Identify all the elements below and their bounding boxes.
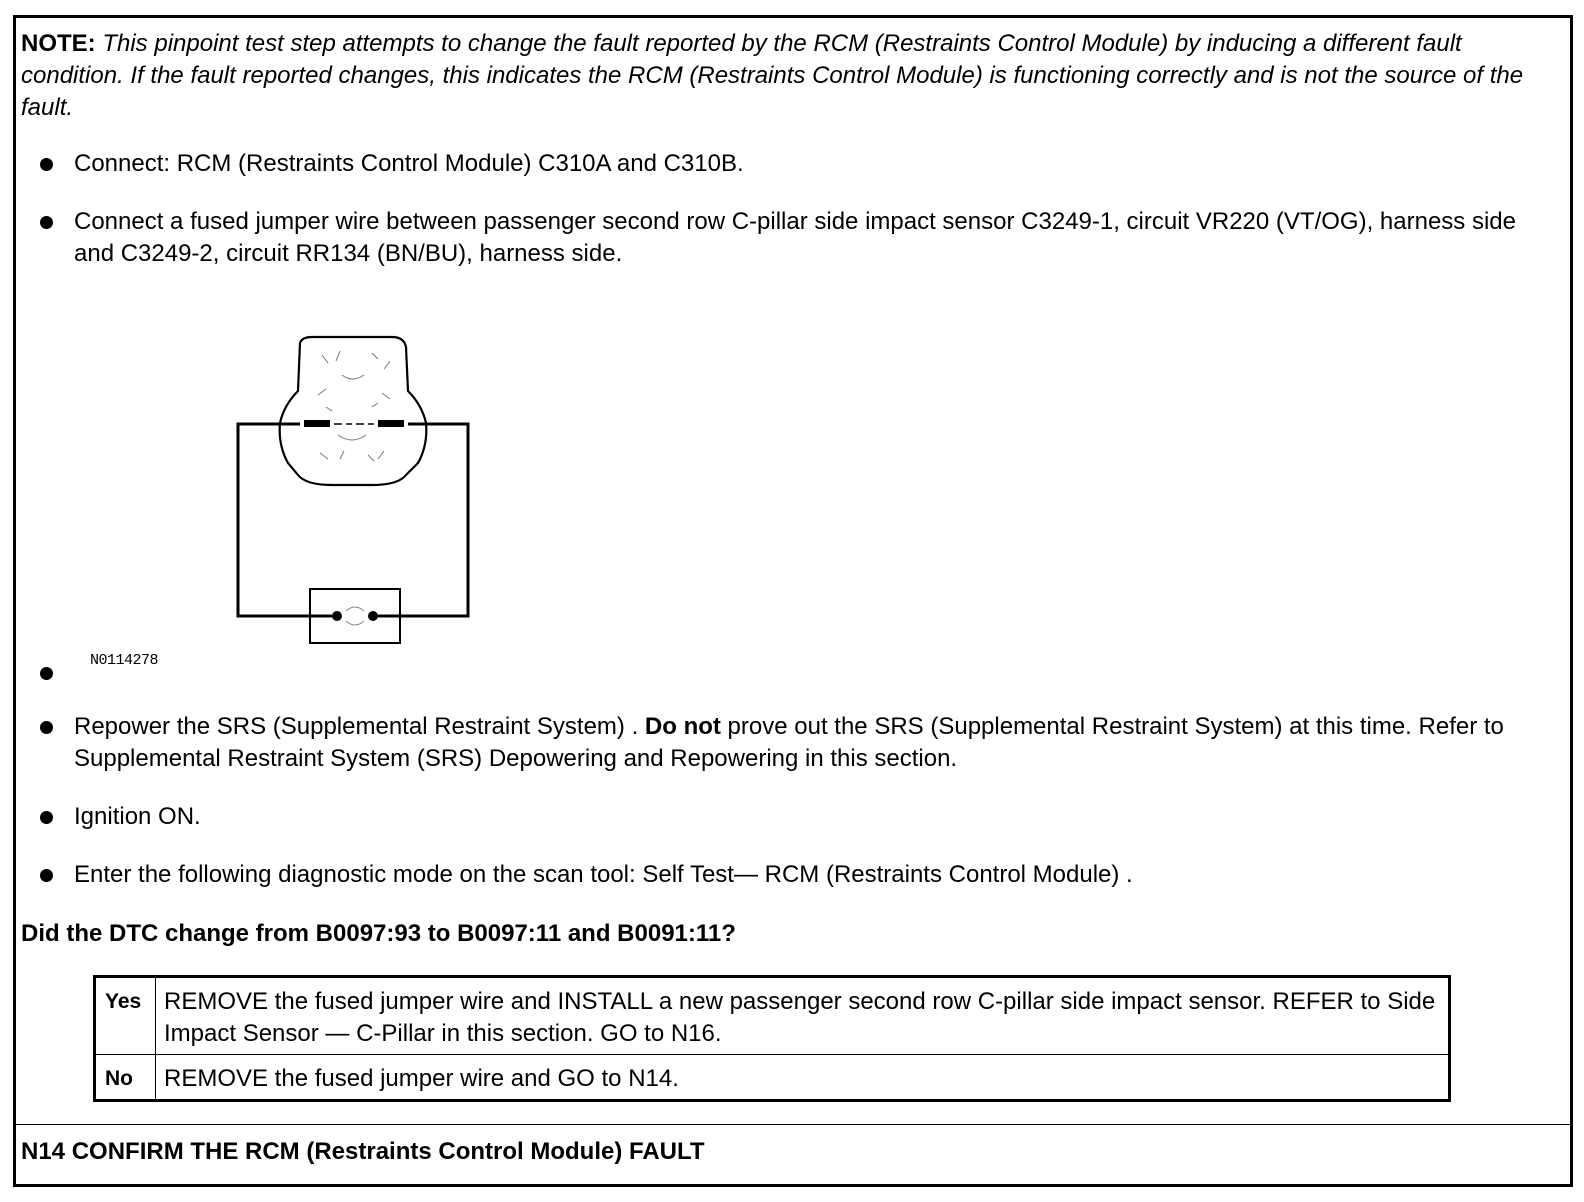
answer-text-no: REMOVE the fused jumper wire and GO to N14. [156,1055,1450,1101]
step-text-part: Repower the SRS (Supplemental Restraint System) . [74,713,645,740]
bullet-icon [40,869,53,882]
figure-code: N0114278 [90,652,159,669]
step-text-bold: Do not [644,713,721,740]
table-row [95,977,1450,1055]
step-text-part: prove out the SRS (Supplemental Restraint System) at this time. Refer to Supplemental Restraint System (SRS) Depowering and Repowering in this section. [74,713,1504,772]
step-text: Connect a fused jumper wire between passenger second row C-pillar side impact sensor C3249-1, circuit VR220 (VT/OG), harness side and C3249-2, circuit RR134 (BN/BU), harness side. [74,208,1516,267]
step-repower [40,711,1550,775]
jumper-wire-diagram [222,335,484,655]
next-step-heading: N14 CONFIRM THE RCM (Restraints Control Module) FAULT [21,1138,705,1165]
answer-label-yes: Yes [95,977,156,1055]
section-divider [13,1124,1573,1125]
bullet-icon [40,721,53,734]
bullet-icon [40,158,53,171]
table-row [95,1055,1450,1101]
bullet-icon [40,667,53,680]
bullet-icon [40,216,53,229]
note-label: NOTE: [21,30,96,57]
step-text [74,711,1550,775]
note-block [21,28,1551,124]
bullet-icon [40,811,53,824]
test-question: Did the DTC change from B0097:93 to B0097:11 and B0091:11? [21,920,736,947]
step-connect-jumper [40,206,1550,270]
answer-label-no: No [95,1055,156,1101]
answer-text-yes: REMOVE the fused jumper wire and INSTALL a new passenger second row C-pillar side impact sensor. REFER to Side Impact Sensor — C-Pillar in this section. GO to N16. [156,977,1450,1055]
step-ignition [40,801,1550,833]
step-text: Connect: RCM (Restraints Control Module) C310A and C310B. [74,150,744,177]
step-scan-tool [40,859,1550,891]
step-text: Ignition ON. [74,803,201,830]
answer-table [93,975,1451,1102]
step-text: Enter the following diagnostic mode on the scan tool: Self Test— RCM (Restraints Control Module) . [74,861,1133,888]
note-text: This pinpoint test step attempts to change the fault reported by the RCM (Restraints Control Module) by inducing a different fault condition. If the fault reported changes, this indicates the RCM (Restraints Control Module) is functioning correctly and is not the source of the fault. [21,30,1524,121]
step-connect-rcm [40,148,1550,180]
